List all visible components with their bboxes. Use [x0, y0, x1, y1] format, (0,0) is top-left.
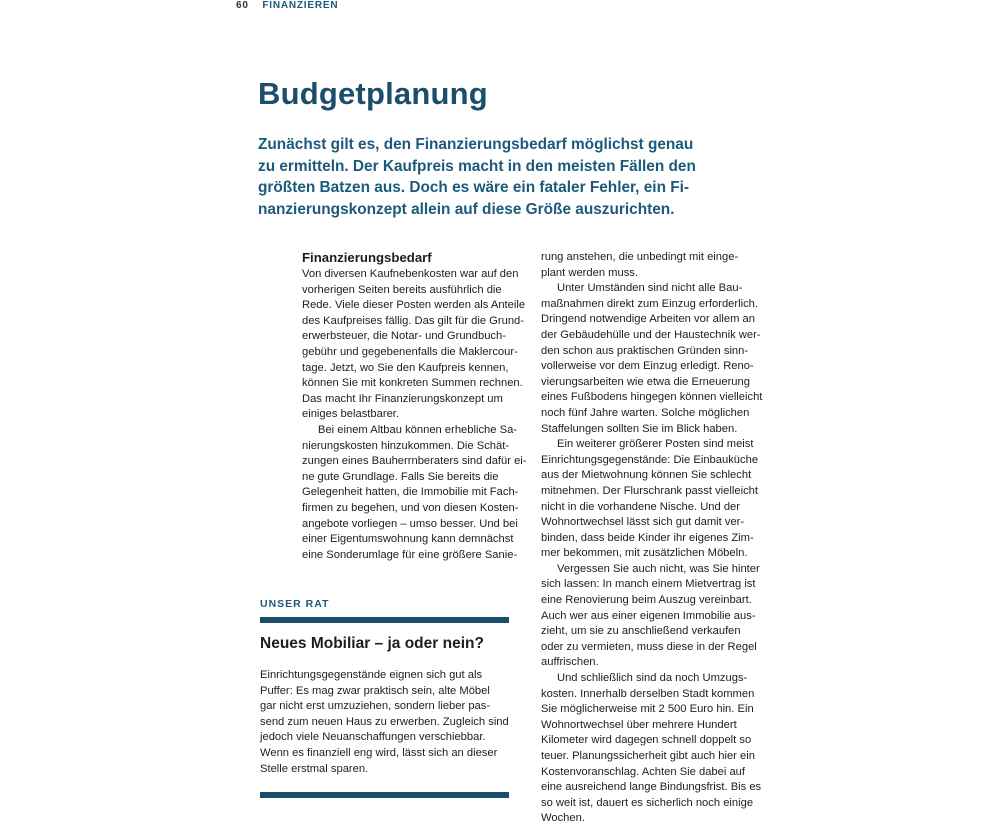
text-line: Stelle erstmal sparen. — [260, 762, 369, 775]
section-subheading: Finanzierungsbedarf — [302, 250, 432, 265]
text-line: mitnehmen. Der Flurschrank passt vielleicht — [541, 484, 758, 497]
text-line: oder zu vermieten, muss diese in der Regel — [541, 640, 757, 653]
text-line: Wohnortwechsel lässt sich gut damit ver- — [541, 516, 745, 529]
lead-line: größten Batzen aus. Doch es wäre ein fataler Fehler, ein Fi- — [258, 179, 690, 196]
text-line: Dringend notwendige Arbeiten vor allem an — [541, 313, 755, 326]
text-line: vollerweise vor dem Einzug erledigt. Reno- — [541, 360, 754, 373]
section-name: FINANZIEREN — [262, 0, 339, 11]
text-line: Von diversen Kaufnebenkosten war auf den — [302, 268, 519, 280]
text-line: des Kaufpreises fällig. Das gilt für die Grund- — [302, 314, 524, 327]
text-line: sich lassen: In manch einem Mietvertrag ist — [541, 578, 756, 591]
text-line: Kostenvoranschlag. Achten Sie dabei auf — [541, 765, 746, 778]
text-line: eine Sonderumlage für eine größere Sanie- — [302, 548, 518, 561]
advice-box-title: Neues Mobiliar – ja oder nein? — [260, 635, 484, 652]
text-line: auffrischen. — [541, 656, 599, 669]
text-line: ne gute Grundlage. Falls Sie bereits die — [302, 470, 499, 483]
text-line: vorherigen Seiten bereits ausführlich die — [302, 283, 502, 296]
text-line: kosten. Innerhalb derselben Stadt kommen — [541, 687, 755, 700]
text-line: den schon aus praktischen Gründen sinn- — [541, 344, 749, 357]
lead-paragraph — [258, 134, 698, 220]
text-line: können Sie mit konkreten Summen rechnen. — [302, 377, 523, 390]
text-line: Staffelungen sollten Sie im Blick haben. — [541, 422, 738, 435]
text-line: Unter Umständen sind nicht alle Bau- — [557, 282, 743, 295]
text-line: noch fünf Jahre warten. Solche möglichen — [541, 406, 750, 419]
text-line: plant werden muss. — [541, 266, 639, 279]
text-line: Und schließlich sind da noch Umzugs- — [557, 672, 748, 685]
text-line: mer bekommen, mit zusätzlichen Möbeln. — [541, 547, 748, 560]
text-line: erwerbsteuer, die Notar- und Grundbuch- — [302, 330, 506, 343]
lead-line: nanzierungskonzept allein auf diese Größe auszurichten. — [258, 200, 675, 218]
text-line: aus der Mietwohnung können Sie schlecht — [541, 469, 752, 482]
text-line: Kilometer wird dagegen schnell doppelt so — [541, 734, 752, 747]
text-line: einer Eigentumswohnung kann demnächst — [302, 533, 514, 546]
text-line: zungen eines Bauherrnberaters sind dafür ei- — [302, 455, 527, 468]
text-line: gar nicht erst umzuziehen, sondern lieber pas- — [260, 700, 491, 713]
body-column-left — [302, 250, 527, 563]
text-line: Ein weiterer größerer Posten sind meist — [557, 438, 754, 451]
text-line: Wohnortwechsel über mehrere Hundert — [541, 718, 737, 731]
text-line: rung anstehen, die unbedingt mit einge- — [541, 251, 739, 263]
text-line: so weit ist, dauert es sicherlich noch einige — [541, 796, 754, 809]
body-column-right — [541, 250, 773, 827]
text-line: Vergessen Sie auch nicht, was Sie hinter — [557, 562, 760, 575]
running-header — [236, 0, 338, 11]
text-line: gebühr und gegebenenfalls die Maklercour- — [302, 345, 518, 358]
text-line: binden, dass beide Kinder ihr eigenes Zim- — [541, 531, 754, 544]
advice-box-label: UNSER RAT — [260, 598, 330, 610]
advice-box-bottom-rule — [260, 792, 509, 798]
text-line: eine Renovierung beim Auszug vereinbart. — [541, 594, 752, 607]
advice-box-top-rule — [260, 617, 509, 623]
page-number: 60 — [236, 0, 249, 11]
text-line: maßnahmen direkt zum Einzug erforderlich. — [541, 297, 759, 310]
text-line: Auch wer aus einer eigenen Immobilie aus- — [541, 609, 756, 622]
text-line: nicht in die vorhandene Nische. Und der — [541, 500, 741, 513]
text-line: Einrichtungsgegenstände: Die Einbauküche — [541, 453, 759, 466]
text-line: Sie möglicherweise mit 2 500 Euro hin. Ein — [541, 703, 754, 716]
text-line: Rede. Viele dieser Posten werden als Anteile — [302, 299, 526, 312]
text-line: der Gebäudehülle und der Haustechnik wer- — [541, 328, 761, 341]
text-line: zieht, um sie zu anschließend verkaufen — [541, 625, 741, 638]
text-line: eine ausreichend lange Bindungsfrist. Bis es — [541, 781, 762, 794]
text-line: nierungskosten hinzukommen. Die Schät- — [302, 439, 510, 452]
page-title: Budgetplanung — [258, 76, 488, 111]
text-line: Einrichtungsgegenstände eignen sich gut als — [260, 669, 483, 681]
text-line: einiges belastbarer. — [302, 408, 400, 421]
text-line: Wochen. — [541, 812, 585, 825]
text-line: send zum neuen Haus zu erwerben. Zugleich sind — [260, 715, 509, 728]
text-line: Gelegenheit hatten, die Immobilie mit Fach- — [302, 486, 519, 499]
text-line: eines Fußbodens hingegen können vielleicht — [541, 391, 763, 404]
lead-line: Zunächst gilt es, den Finanzierungsbedarf möglichst genau — [258, 136, 694, 153]
text-line: Wenn es finanziell eng wird, lässt sich an dieser — [260, 746, 498, 759]
text-line: tage. Jetzt, wo Sie den Kaufpreis kennen, — [302, 361, 509, 374]
text-line: firmen zu begehen, und von diesen Kosten- — [302, 501, 519, 514]
text-line: Das macht Ihr Finanzierungskonzept um — [302, 392, 503, 405]
text-line: jedoch viele Neuanschaffungen verschiebbar. — [260, 731, 486, 744]
text-line: angebote vorliegen – umso besser. Und bei — [302, 517, 518, 530]
text-line: teuer. Planungssicherheit gibt auch hier ein — [541, 750, 755, 762]
advice-box-body — [260, 668, 512, 777]
text-line: Bei einem Altbau können erhebliche Sa- — [318, 423, 518, 436]
text-line: Puffer: Es mag zwar praktisch sein, alte Möbel — [260, 684, 490, 697]
lead-line: zu ermitteln. Der Kaufpreis macht in den meisten Fällen den — [258, 157, 696, 175]
text-line: vierungsarbeiten wie etwa die Erneuerung — [541, 375, 750, 388]
